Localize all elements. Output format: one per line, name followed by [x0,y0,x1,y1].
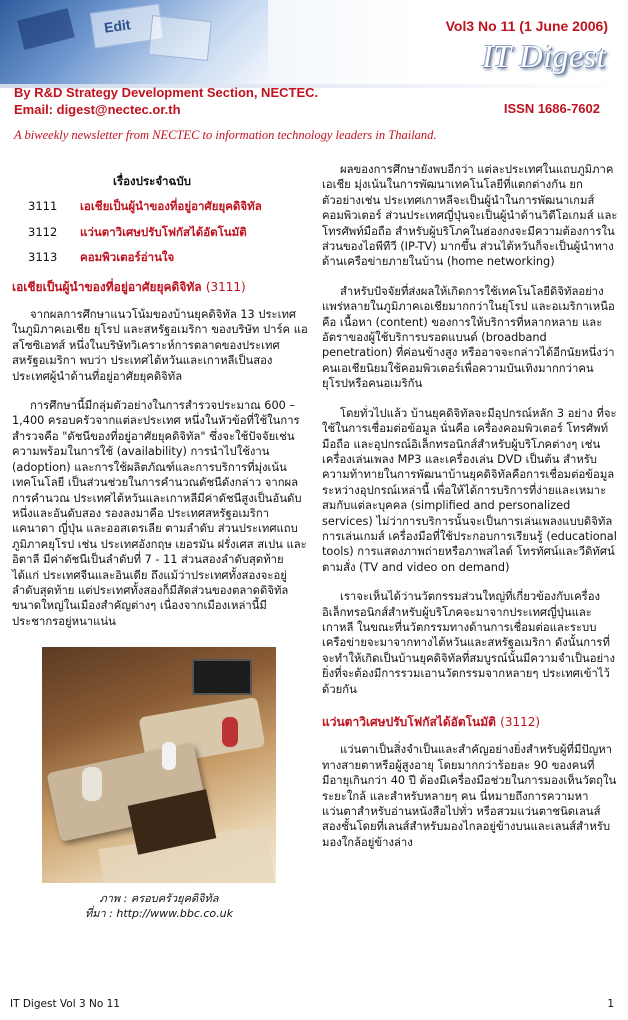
toc-item-number: 3111 [28,199,58,214]
header-image [0,0,268,84]
article-paragraph: ผลของการศึกษายังพบอีกว่า แต่ละประเทศในแถบภูมิภาคเอเชีย มุ่งเน้นในการพัฒนาเทคโนโลยีที่แตกต่างกัน ยกตัวอย่างเช่น ประเทศเกาหลีจะเป็นผู้นำในการพัฒนาเกมส์คอมพิวเตอร์ ส่วนประเทศญี่ปุ่นจะเป็นผู้นำด้านวิดีโอเกมส์ และโทรศัพท์มือถือ สำหรับผู้บริโภคในฮ่องกงจะมีความต้องการในส่วนของไอพีทีวี (IP-TV) มากขึ้น ส่วนไต้หวันก็จะเป็นผู้นำทางด้านเครือข่ายภายในบ้าน (home networking) [322,163,618,269]
page-number: 1 [607,998,614,1010]
toc-item-title[interactable]: เอเชียเป็นผู้นำของที่อยู่อาศัยยุคดิจิทัล [80,199,262,214]
issn: ISSN 1686-7602 [503,101,600,116]
toc-item-number: 3113 [28,250,58,265]
toc-item[interactable] [28,225,308,240]
toc-item[interactable] [28,199,308,214]
masthead [0,0,628,118]
article-number: (3111) [205,279,246,294]
article-heading [12,280,308,295]
family-photo [42,647,276,883]
article-paragraph: แว่นตาเป็นสิ่งจำเป็นและสำคัญอย่างยิ่งสำหรับผู้ที่มีปัญหาทางสายตาหรือผู้สูงอายุ โดยมากกว่าร้อยละ 90 ของคนที่มีอายุเกินกว่า 40 ปี ต้องมีเครื่องมือช่วยในการมองเห็นวัตถุในระยะใกล้ และสำหรับหลายๆ คน นี่หมายถึงการความหาแว่นตาสำหรับอ่านหนังสือไปทั่ว หรือสวมแว่นตาชนิดเลนส์สองชั้นโดยที่เลนส์สำหรับมองไกลอยู่ข้างบนและเลนส์สำหรับมองใกล้อยู่ข้างล่าง [322,743,617,849]
toc-item-title[interactable]: แว่นตาวิเศษปรับโฟกัสได้อัตโนมัติ [80,224,247,239]
caption-text: ภาพ : ครอบครัวยุคดิจิทัล [99,892,219,906]
caption-source[interactable]: ที่มา : http://www.bbc.co.uk [85,907,233,921]
toc-item-number: 3112 [28,224,58,239]
article-paragraph: การศึกษานี้มีกลุ่มตัวอย่างในการสำรวจประมาณ 600 – 1,400 ครอบครัวจากแต่ละประเทศ หนึ่งในหัวข้อที่ใช้ในการสำรวจคือ "ดัชนีของที่อยู่อาศัยยุคดิจิทัล" ซึ่งจะใช้ปัจจัยเช่น ความพร้อมในการใช้ (availability) การนำไปใช้งาน (adoption) และการใช้ผลิตภัณฑ์และการบริการที่มุ่งเน้นเทคโนโลยี เป็นส่วนช่วยในการคำนวณดัชนีดังกล่าว จากผลการคำนวณ ประเทศไต้หวันและเกาหลีมีค่าดัชนีสูงเป็นอันดับหนึ่งและอันดับสอง รองลงมาคือ ประเทศสหรัฐอเมริกา แคนาดา ญี่ปุ่น และออสเตรเลีย ตามลำดับ ส่วนประเทศแถบภูมิภาคยุโรป เช่น ประเทศอังกฤษ เยอรมัน ฝรั่งเศส สเปน และ อิตาลี มีค่าดัชนีเป็นลำดับที่ 7 - 11 ส่วนสองลำดับสุดท้ายได้แก่ ประเทศจีนและอินเดีย ถึงแม้ว่าประเทศทั้งสองจะอยู่ลำดับสุดท้าย แต่ประเทศทั้งสองก็มีสัดส่วนของตลาดดิจิทัลขนาดใหญ่ในเมืองสำคัญต่างๆ เนื่องจากเมืองเหล่านี้มีประชากรอยู่หนาแน่น [12,399,307,628]
toc-item-title[interactable]: คอมพิวเตอร์อ่านใจ [80,250,175,265]
publisher-info [14,84,318,118]
article-paragraph: เราจะเห็นได้ว่านวัตกรรมส่วนใหญ่ที่เกี่ยวข้องกับเครื่องอิเล็กทรอนิกส์สำหรับผู้บริโภคจะมาจากประเทศญี่ปุ่นและเกาหลี ในขณะที่นวัตกรรมทางด้านการเชื่อมต่อและระบบเครือข่ายจะมาจากทางไต้หวันและสหรัฐอเมริกา ดังนั้นการที่จะทำให้เกิดเป็นบ้านยุคดิจิทัลที่สมบูรณ์นั้นมีความจำเป็นอย่างยิ่งที่จะต้องมีการรวมเอานวัตกรรมจากหลายๆ ประเทศเข้าไว้ด้วยกัน [322,590,616,696]
footer-publication: IT Digest Vol 3 No 11 [10,998,120,1010]
volume-issue: Vol3 No 11 (1 June 2006) [445,18,608,34]
newsletter-title: IT Digest [482,38,606,74]
article-paragraph: จากผลการศึกษาแนวโน้มของบ้านยุคดิจิทัล 13 ประเทศ ในภูมิภาคเอเชีย ยุโรป และสหรัฐอเมริกา ของบริษัท ปาร์ค แอสโซซิเอทส์ หนึ่งในบริษัทวิเคราะห์การตลาดของประเทศสหรัฐอเมริกา พบว่า ประเทศไต้หวันและเกาหลีเป็นสองประเทศผู้นำด้านที่อยู่อาศัยยุคดิจิทัล [12,308,308,383]
article-heading [322,715,618,730]
article-paragraph: โดยทั่วไปแล้ว บ้านยุคดิจิทัลจะมีอุปกรณ์หลัก 3 อย่าง ที่จะใช้ในการเชื่อมต่อข้อมูล นั่นคือ เครื่องคอมพิวเตอร์ โทรศัพท์มือถือ และอุปกรณ์อิเล็กทรอนิกส์สำหรับผู้บริโภคต่างๆ เช่น เครื่องเล่นเพลง MP3 และเครื่องเล่น DVD เป็นต้น สำหรับความท้าทายในการพัฒนาบ้านยุคดิจิทัลคือการเชื่อมต่อข้อมูลระหว่างอุปกรณ์เหล่านี้ เพื่อให้ได้การบริการที่ง่ายและเหมาะสมกับแต่ละบุคคล (simplified and personalized services) ไม่ว่าการบริการนั้นจะเป็นการเล่นเพลงแบบดิจิทัล การเล่นเกมส์ เครื่องมือที่ใช้ประกอบการเรียนรู้ (educational tools) การแสดงภาพถ่ายหรือภาพสไลด์ โทรทัศน์และวีดิทัศน์ตามสั่ง (TV and video on demand) [322,406,617,574]
left-column [12,172,308,921]
television-icon [192,659,252,695]
department-line: By R&D Strategy Development Section, NECTEC. [14,85,319,100]
tagline: A biweekly newsletter from NECTEC to information technology leaders in Thailand. [14,128,437,142]
article-title: แว่นตาวิเศษปรับโฟกัสได้อัตโนมัติ [322,715,496,729]
email-line[interactable]: Email: digest@nectec.or.th [14,102,181,117]
right-column [322,162,618,864]
photo-caption [42,891,276,921]
article-paragraph: สำหรับปัจจัยที่ส่งผลให้เกิดการใช้เทคโนโลยีดิจิทัลอย่างแพร่หลายในภูมิภาคเอเชียมากกว่าในยุโรป และอเมริกาเหนือ คือ เนื้อหา (content) ของการให้บริการที่หลากหลาย และ อัตราของผู้ใช้บริการบรอดแบนด์ (broadband penetration) ที่ค่อนข้างสูง หรืออาจจะกล่าวได้อีกนัยหนึ่งว่าคนเอเชียนิยมใช้คอมพิวเตอร์เพื่อความบันเทิงมากกว่าคนยุโรปหรือคนอเมริกัน [322,284,615,391]
edit-key-label: Edit [103,16,132,36]
toc-heading: เรื่องประจำฉบับ [113,174,191,188]
toc-item[interactable] [28,250,308,265]
article-title: เอเชียเป็นผู้นำของที่อยู่อาศัยยุคดิจิทัล [12,279,202,294]
article-number: (3112) [500,715,541,729]
